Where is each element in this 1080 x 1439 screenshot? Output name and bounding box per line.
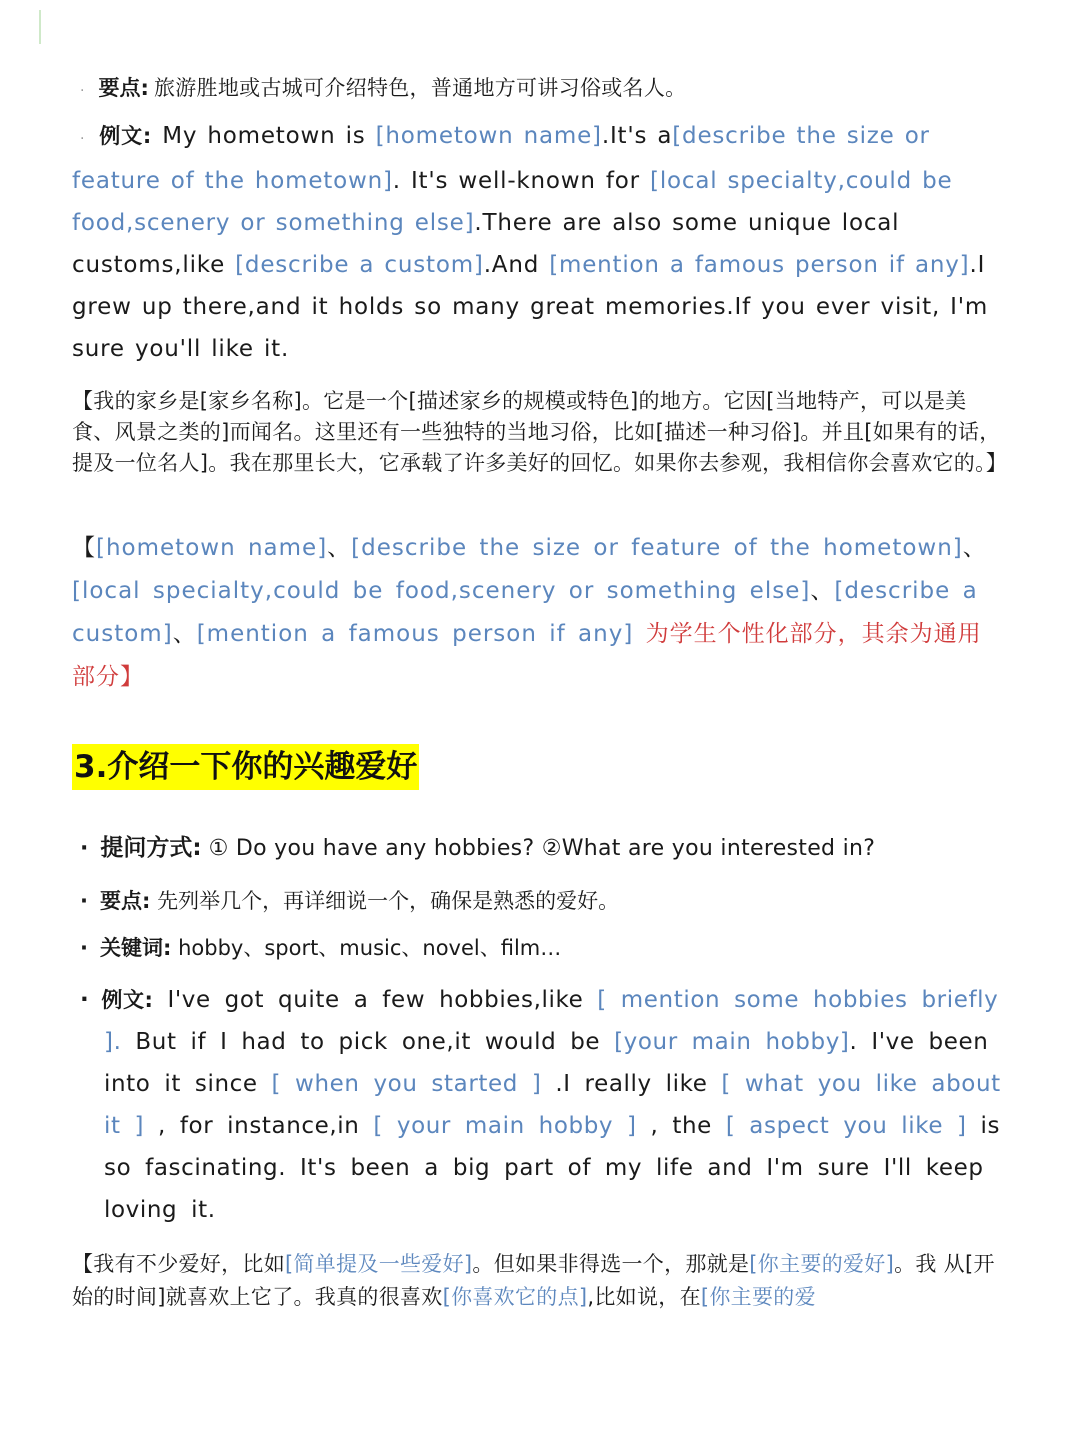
keywords-row bbox=[80, 929, 1002, 967]
placeholder-text: [describe the size or feature of the hometown] bbox=[72, 123, 930, 194]
placeholder-text: [describe a custom] bbox=[235, 252, 484, 278]
bullet-dot: · bbox=[80, 83, 85, 99]
placeholder-text: [ aspect you like ] bbox=[725, 1113, 967, 1139]
placeholder-text: [你主要的爱好] bbox=[749, 1252, 895, 1276]
bullet-dot: · bbox=[80, 987, 90, 1013]
questions-label: 提问方式: bbox=[100, 835, 202, 861]
keypoint-row bbox=[80, 72, 1012, 104]
translation-hometown: 【我的家乡是[家乡名称]。它是一个[描述家乡的规模或特色]的地方。它因[当地特产，可以是美食、风景之类的]而闻名。这里还有一些独特的当地习俗，比如[描述一种习俗]。并且[如果有的话，提及一位名人]。我在那里长大，它承载了许多美好的回忆。如果你去参观，我相信你会喜欢它的。】 bbox=[72, 389, 1008, 475]
example-label: 例文: bbox=[99, 124, 153, 148]
text-run: My hometown is bbox=[162, 123, 376, 149]
text-run: .There are also some unique local customs,like bbox=[72, 210, 900, 278]
section-heading-hobbies: 3.介绍一下你的兴趣爱好 bbox=[72, 744, 419, 790]
example-body bbox=[72, 123, 988, 362]
placeholder-text: [describe the size or feature of the hometown] bbox=[351, 535, 963, 561]
text-run: is so fascinating. It's been a big part of my life and I'm sure I'll keep loving it. bbox=[104, 1113, 1001, 1223]
bullet-dot: · bbox=[80, 936, 88, 960]
placeholder-text: [mention a famous person if any] bbox=[549, 252, 970, 278]
placeholder-text: [ what you like about it ] bbox=[104, 1071, 1001, 1139]
placeholder-text: [describe a custom] bbox=[72, 578, 978, 647]
text-run: , the bbox=[636, 1113, 726, 1139]
example-paragraph-hobbies bbox=[80, 979, 1026, 1231]
personalization-note bbox=[72, 527, 1004, 699]
placeholder-text: [your main hobby] bbox=[614, 1029, 850, 1055]
example-label: 例文: bbox=[101, 988, 154, 1012]
keypoint-text: 旅游胜地或古城可介绍特色，普通地方可讲习俗或名人。 bbox=[153, 76, 687, 100]
placeholder-text: [hometown name] bbox=[375, 123, 602, 149]
placeholder-text: [mention a famous person if any] bbox=[196, 621, 634, 647]
text-run: 。但如果非得选一个，那就是 bbox=[472, 1252, 750, 1276]
text-run: .I really like bbox=[541, 1071, 722, 1097]
text-run: .I grew up there,and it holds so many great memories.If you ever visit, I'm sure you'll like it. bbox=[72, 252, 989, 362]
text-run: I've got quite a few hobbies,like bbox=[167, 987, 598, 1013]
highlight-note: 】 bbox=[120, 664, 144, 690]
questions-row bbox=[80, 829, 1002, 868]
translation-hobbies bbox=[72, 1248, 1002, 1314]
placeholder-text: [你主要的爱 bbox=[700, 1285, 816, 1309]
bullet-dot: · bbox=[80, 836, 89, 861]
keywords-label: 关键词: bbox=[99, 936, 172, 960]
keywords-text: hobby、sport、music、novel、film… bbox=[178, 936, 562, 960]
keypoint-text: 先列举几个，再详细说一个，确保是熟悉的爱好。 bbox=[157, 889, 620, 913]
questions-text: ① Do you have any hobbies? ②What are you interested in? bbox=[208, 836, 876, 861]
text-run: 、 bbox=[327, 535, 352, 561]
text-run: 。我 从[开始的时间]就喜欢上它了。我真的很喜欢 bbox=[72, 1252, 995, 1309]
text-run: But if I had to pick one,it would be bbox=[121, 1029, 615, 1055]
text-run: .It's a bbox=[601, 123, 673, 149]
placeholder-text: [ your main hobby ] bbox=[373, 1113, 637, 1139]
placeholder-text: [简单提及一些爱好] bbox=[285, 1252, 473, 1276]
bullet-dot: · bbox=[80, 131, 86, 147]
example-paragraph-hometown bbox=[72, 115, 1004, 370]
bullet-dot: · bbox=[80, 889, 88, 913]
text-run: 、 bbox=[172, 621, 197, 647]
placeholder-text: [你喜欢它的点] bbox=[442, 1285, 588, 1309]
highlight-note: 为学生个性化部分，其余为通用部分 bbox=[72, 621, 982, 690]
text-run: 【 bbox=[72, 535, 96, 561]
page-edge-mark bbox=[39, 10, 41, 44]
placeholder-text: [ mention some hobbies briefly ]. bbox=[104, 987, 999, 1055]
text-run: , for instance,in bbox=[144, 1113, 374, 1139]
placeholder-text: [hometown name] bbox=[96, 535, 328, 561]
text-run: . It's well-known for bbox=[392, 168, 651, 194]
keypoint-label: 要点: bbox=[98, 76, 149, 100]
text-run: . I've been into it since bbox=[104, 1029, 989, 1097]
keypoint-row-hobbies bbox=[80, 882, 1002, 920]
placeholder-text: [local specialty,could be food,scenery or something else] bbox=[72, 168, 953, 236]
text-run: ,比如说，在 bbox=[587, 1285, 701, 1309]
text-run: 【我有不少爱好，比如 bbox=[72, 1252, 285, 1276]
text-run: 、 bbox=[962, 535, 987, 561]
text-run: .And bbox=[483, 252, 550, 278]
keypoint-label: 要点: bbox=[99, 889, 151, 913]
placeholder-text: [local specialty,could be food,scenery or something else] bbox=[72, 578, 811, 604]
example-body bbox=[104, 987, 1001, 1223]
text-run: 、 bbox=[810, 578, 835, 604]
placeholder-text: [ when you started ] bbox=[271, 1071, 542, 1097]
